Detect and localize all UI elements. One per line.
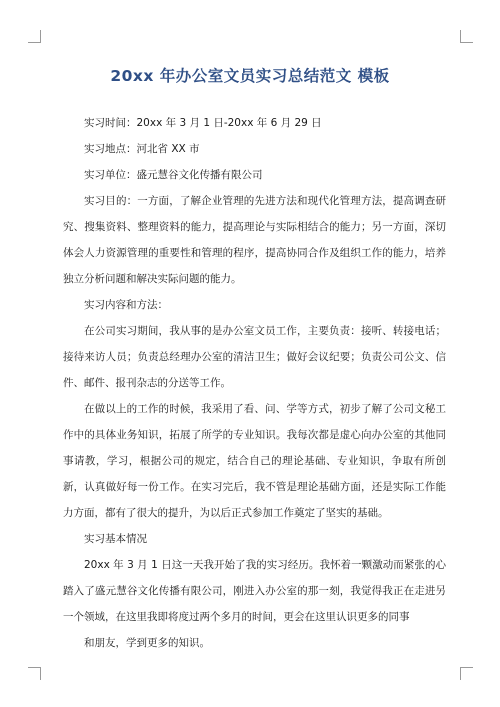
basic-paragraph-1: 20xx 年 3 月 1 日这一天我开始了我的实习经历。我怀着一颗激动而紧张的心踏入了盛元慧谷文化传播有限公司，刚进入办公室的那一刻，我觉得我正在走进另一个领域，在这里我即将度过两个多月的时间，更会在这里认识更多的同事 — [63, 559, 446, 623]
content-heading: 实习内容和方法： — [84, 299, 168, 311]
internship-unit: 实习单位：盛元慧谷文化传播有限公司 — [84, 169, 263, 181]
internship-time: 实习时间：20xx 年 3 月 1 日-20xx 年 6 月 29 日 — [84, 117, 322, 129]
crop-mark-top-right — [460, 30, 473, 43]
internship-purpose: 实习目的：一方面，了解企业管理的先进方法和现代化管理方法，提高调查研究、搜集资料、整理资料的能力，提高理论与实际相结合的能力；另一方面，深切体会人力资源管理的重要性和管理的程序，提高协同合作及组织工作的能力，培养独立分析问题和解决实际问题的能力。 — [63, 195, 446, 285]
document-title: 20xx 年办公室文员实习总结范文 模板 — [110, 67, 390, 85]
crop-mark-bottom-right — [460, 667, 473, 680]
internship-place: 实习地点：河北省 XX 市 — [84, 143, 200, 155]
content-paragraph-2: 在做以上的工作的时候，我采用了看、问、学等方式，初步了解了公司文秘工作中的具体业务知识，拓展了所学的专业知识。我每次都是虚心向办公室的其他同事请教，学习，根据公司的规定，结合自己的理论基础、专业知识，争取有所创新，认真做好每一份工作。在实习完后，我不管是理论基础方面，还是实际工作能力方面，都有了很大的提升，为以后正式参加工作奠定了坚实的基础。 — [63, 403, 446, 519]
crop-mark-top-left — [28, 30, 41, 43]
basic-paragraph-2: 和朋友，学到更多的知识。 — [84, 637, 210, 649]
basic-heading: 实习基本情况 — [84, 533, 147, 545]
crop-mark-bottom-left — [28, 667, 41, 680]
document-body — [63, 110, 446, 656]
content-paragraph-1: 在公司实习期间，我从事的是办公室文员工作，主要负责：接听、转接电话；接待来访人员；负责总经理办公室的清洁卫生；做好会议纪要；负责公司公文、信件、邮件、报刊杂志的分送等工作。 — [63, 325, 446, 389]
